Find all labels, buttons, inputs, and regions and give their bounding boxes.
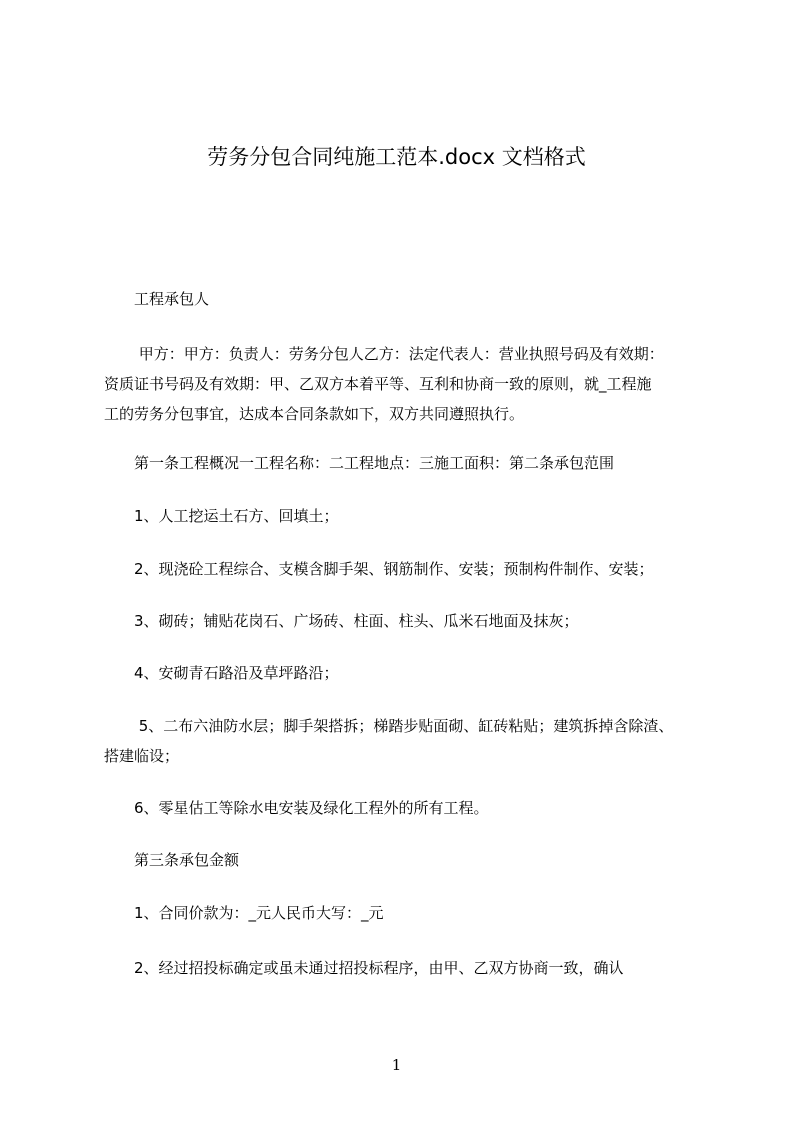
text-line: 5、二布六油防水层；脚手架搭拆；梯踏步贴面砌、缸砖粘贴；建筑拆掉含除渣、 — [104, 717, 674, 735]
list-item-price-1 — [104, 898, 692, 928]
text-line: 工程承包人 — [104, 290, 210, 308]
text-line: 3、砌砖；铺贴花岗石、广场砖、柱面、柱头、瓜米石地面及抹灰； — [104, 612, 579, 630]
list-item-1 — [104, 501, 692, 531]
list-item-5 — [104, 711, 692, 771]
text-line: 甲方：甲方：负责人：劳务分包人乙方：法定代表人：营业执照号码及有效期： — [104, 345, 664, 363]
paragraph-article-1 — [104, 448, 692, 478]
page-number: 1 — [391, 1056, 402, 1074]
paragraph-article-3 — [104, 845, 692, 875]
paragraph-parties — [104, 339, 692, 429]
text-line: 第一条工程概况一工程名称：二工程地点：三施工面积：第二条承包范围 — [104, 454, 615, 472]
list-item-4 — [104, 658, 692, 688]
text-line: 资质证书号码及有效期：甲、乙双方本着平等、互利和协商一致的原则，就_工程施 — [104, 375, 652, 393]
text-line: 搭建临设； — [104, 747, 180, 765]
list-item-2 — [104, 554, 692, 584]
text-line: 1、人工挖运土石方、回填土； — [104, 507, 339, 525]
text-line: 4、安砌青石路沿及草坪路沿； — [104, 664, 339, 682]
text-line: 6、零星估工等除水电安装及绿化工程外的所有工程。 — [104, 799, 489, 817]
list-item-3 — [104, 606, 692, 636]
text-line: 2、现浇砼工程综合、支模含脚手架、钢筋制作、安装；预制构件制作、安装； — [104, 560, 654, 578]
text-line: 1、合同价款为：_元人民币大写：_元 — [104, 904, 384, 922]
text-line: 第三条承包金额 — [104, 851, 240, 869]
list-item-price-2 — [104, 953, 692, 983]
text-line: 工的劳务分包事宜，达成本合同条款如下，双方共同遵照执行。 — [104, 405, 525, 423]
document-title: 劳务分包合同纯施工范本.docx 文档格式 — [207, 145, 586, 169]
text-line: 2、经过招投标确定或虽未通过招投标程序，由甲、乙双方协商一致，确认 — [104, 959, 624, 977]
paragraph-contractor — [104, 284, 692, 314]
list-item-6 — [104, 793, 692, 823]
